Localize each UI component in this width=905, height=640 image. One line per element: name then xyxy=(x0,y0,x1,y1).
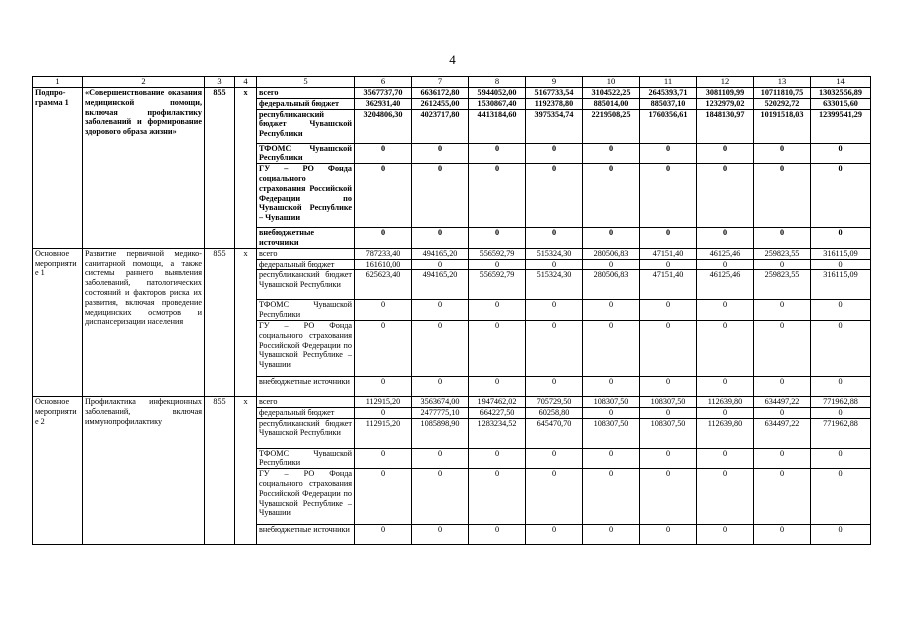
amount-cell: 0 xyxy=(412,376,469,396)
amount-cell: 1283234,52 xyxy=(469,418,526,448)
amount-cell: 0 xyxy=(754,164,811,228)
amount-cell: 0 xyxy=(697,143,754,164)
amount-cell: 47151,40 xyxy=(640,270,697,300)
amount-cell: 515324,30 xyxy=(526,248,583,259)
amount-cell: 0 xyxy=(355,376,412,396)
amount-cell: 47151,40 xyxy=(640,248,697,259)
amount-cell: 556592,79 xyxy=(469,270,526,300)
budget-table xyxy=(32,76,871,545)
amount-cell: 0 xyxy=(697,376,754,396)
amount-cell: 0 xyxy=(355,448,412,469)
amount-cell: 0 xyxy=(526,143,583,164)
amount-cell: 316115,09 xyxy=(811,270,871,300)
column-number: 1 xyxy=(33,77,83,88)
program-name-cell: Профилактика инфекционных заболеваний, включая иммунопрофилактику xyxy=(83,396,205,544)
amount-cell: 0 xyxy=(640,300,697,321)
amount-cell: 0 xyxy=(469,259,526,270)
amount-cell: 0 xyxy=(811,320,871,376)
amount-cell: 556592,79 xyxy=(469,248,526,259)
amount-cell: 46125,46 xyxy=(697,270,754,300)
amount-cell: 0 xyxy=(640,320,697,376)
amount-cell: 633015,60 xyxy=(811,98,871,109)
amount-cell: 108307,50 xyxy=(583,396,640,407)
amount-cell: 625623,40 xyxy=(355,270,412,300)
amount-cell: 3204806,30 xyxy=(355,109,412,143)
amount-cell: 0 xyxy=(412,469,469,525)
amount-cell: 2477775,10 xyxy=(412,407,469,418)
amount-cell: 0 xyxy=(754,525,811,545)
amount-cell: 0 xyxy=(640,143,697,164)
amount-cell: 12399541,29 xyxy=(811,109,871,143)
amount-cell: 10191518,03 xyxy=(754,109,811,143)
amount-cell: 0 xyxy=(412,525,469,545)
amount-cell: 1192378,80 xyxy=(526,98,583,109)
funding-source-cell: ТФОМС Чувашской Республики xyxy=(257,300,355,321)
funding-source-cell: всего xyxy=(257,248,355,259)
amount-cell: 1232979,02 xyxy=(697,98,754,109)
funding-source-cell: ГУ – РО Фонда социального страхования Российской Федерации по Чувашской Республике – Чувашии xyxy=(257,320,355,376)
amount-cell: 108307,50 xyxy=(640,396,697,407)
amount-cell: 1085898,90 xyxy=(412,418,469,448)
amount-cell: 0 xyxy=(355,407,412,418)
funding-source-cell: внебюджетные источники xyxy=(257,228,355,249)
column-number: 7 xyxy=(412,77,469,88)
amount-cell: 0 xyxy=(469,469,526,525)
amount-cell: 2219508,25 xyxy=(583,109,640,143)
amount-cell: 0 xyxy=(355,300,412,321)
amount-cell: 2645393,71 xyxy=(640,88,697,99)
amount-cell: 0 xyxy=(469,300,526,321)
amount-cell: 362931,40 xyxy=(355,98,412,109)
amount-cell: 3567737,70 xyxy=(355,88,412,99)
amount-cell: 0 xyxy=(526,228,583,249)
funding-source-cell: ГУ – РО Фонда социального страхования Российской Федерации по Чувашской Республике – Чувашии xyxy=(257,164,355,228)
amount-cell: 0 xyxy=(640,448,697,469)
column-number: 4 xyxy=(235,77,257,88)
program-name-cell: «Совершенствование оказания медицинской помощи, включая профилактику заболеваний и формирование здорового образа жизни» xyxy=(83,88,205,249)
amount-cell: 0 xyxy=(355,164,412,228)
funding-source-cell: ТФОМС Чувашской Республики xyxy=(257,448,355,469)
amount-cell: 0 xyxy=(697,407,754,418)
amount-cell: 0 xyxy=(526,469,583,525)
amount-cell: 0 xyxy=(412,300,469,321)
amount-cell: 0 xyxy=(697,259,754,270)
amount-cell: 0 xyxy=(583,320,640,376)
amount-cell: 108307,50 xyxy=(640,418,697,448)
amount-cell: 0 xyxy=(754,376,811,396)
column-number: 10 xyxy=(583,77,640,88)
amount-cell: 0 xyxy=(526,320,583,376)
amount-cell: 0 xyxy=(811,407,871,418)
amount-cell: 112639,80 xyxy=(697,418,754,448)
amount-cell: 0 xyxy=(811,164,871,228)
amount-cell: 0 xyxy=(526,164,583,228)
amount-cell: 1760356,61 xyxy=(640,109,697,143)
amount-cell: 645470,70 xyxy=(526,418,583,448)
funding-source-cell: ТФОМС Чувашской Республики xyxy=(257,143,355,164)
amount-cell: 0 xyxy=(583,469,640,525)
amount-cell: 6636172,80 xyxy=(412,88,469,99)
amount-cell: 0 xyxy=(697,300,754,321)
column-number: 2 xyxy=(83,77,205,88)
amount-cell: 515324,30 xyxy=(526,270,583,300)
amount-cell: 0 xyxy=(811,448,871,469)
funding-source-cell: внебюджетные источники xyxy=(257,376,355,396)
amount-cell: 0 xyxy=(526,525,583,545)
funding-source-cell: республиканский бюджет Чувашской Республики xyxy=(257,109,355,143)
amount-cell: 0 xyxy=(583,407,640,418)
amount-cell: 0 xyxy=(754,320,811,376)
mark-cell: x xyxy=(235,396,257,544)
mark-cell: x xyxy=(235,88,257,249)
amount-cell: 161610,00 xyxy=(355,259,412,270)
column-number: 12 xyxy=(697,77,754,88)
amount-cell: 0 xyxy=(697,448,754,469)
amount-cell: 0 xyxy=(355,228,412,249)
amount-cell: 46125,46 xyxy=(697,248,754,259)
program-level-cell: Основное мероприятие 1 xyxy=(33,248,83,396)
column-number: 9 xyxy=(526,77,583,88)
amount-cell: 0 xyxy=(754,228,811,249)
table-row xyxy=(33,88,871,99)
table-row xyxy=(33,396,871,407)
budget-code-cell: 855 xyxy=(205,248,235,396)
funding-source-cell: федеральный бюджет xyxy=(257,407,355,418)
amount-cell: 0 xyxy=(526,376,583,396)
amount-cell: 5167733,54 xyxy=(526,88,583,99)
amount-cell: 0 xyxy=(754,469,811,525)
amount-cell: 0 xyxy=(754,143,811,164)
amount-cell: 259823,55 xyxy=(754,248,811,259)
mark-cell: x xyxy=(235,248,257,396)
funding-source-cell: республиканский бюджет Чувашской Республики xyxy=(257,270,355,300)
amount-cell: 112915,20 xyxy=(355,396,412,407)
amount-cell: 885014,00 xyxy=(583,98,640,109)
funding-source-cell: федеральный бюджет xyxy=(257,98,355,109)
amount-cell: 112639,80 xyxy=(697,396,754,407)
column-number: 5 xyxy=(257,77,355,88)
amount-cell: 0 xyxy=(583,300,640,321)
amount-cell: 0 xyxy=(754,300,811,321)
amount-cell: 3563674,00 xyxy=(412,396,469,407)
amount-cell: 10711810,75 xyxy=(754,88,811,99)
amount-cell: 0 xyxy=(583,376,640,396)
amount-cell: 60258,80 xyxy=(526,407,583,418)
amount-cell: 0 xyxy=(754,448,811,469)
amount-cell: 0 xyxy=(697,469,754,525)
amount-cell: 664227,50 xyxy=(469,407,526,418)
amount-cell: 0 xyxy=(469,143,526,164)
amount-cell: 316115,09 xyxy=(811,248,871,259)
amount-cell: 0 xyxy=(583,525,640,545)
table-row xyxy=(33,248,871,259)
amount-cell: 0 xyxy=(583,448,640,469)
column-number: 13 xyxy=(754,77,811,88)
funding-source-cell: всего xyxy=(257,88,355,99)
program-name-cell: Развитие первичной медико-санитарной помощи, а также системы раннего выявления заболеваний, патологических состояний и факторов риска их развития, включая проведение медицинских осмотров и диспансеризации населения xyxy=(83,248,205,396)
column-number: 8 xyxy=(469,77,526,88)
amount-cell: 0 xyxy=(754,407,811,418)
amount-cell: 0 xyxy=(526,259,583,270)
amount-cell: 0 xyxy=(412,320,469,376)
amount-cell: 0 xyxy=(697,228,754,249)
amount-cell: 0 xyxy=(811,143,871,164)
amount-cell: 0 xyxy=(811,525,871,545)
amount-cell: 1947462,02 xyxy=(469,396,526,407)
column-number: 14 xyxy=(811,77,871,88)
column-number: 6 xyxy=(355,77,412,88)
amount-cell: 885037,10 xyxy=(640,98,697,109)
amount-cell: 0 xyxy=(526,300,583,321)
amount-cell: 0 xyxy=(640,259,697,270)
funding-source-cell: внебюджетные источники xyxy=(257,525,355,545)
amount-cell: 0 xyxy=(412,143,469,164)
amount-cell: 0 xyxy=(583,259,640,270)
column-number: 11 xyxy=(640,77,697,88)
amount-cell: 280506,83 xyxy=(583,270,640,300)
amount-cell: 0 xyxy=(469,164,526,228)
amount-cell: 0 xyxy=(469,376,526,396)
amount-cell: 0 xyxy=(526,448,583,469)
amount-cell: 0 xyxy=(640,228,697,249)
amount-cell: 0 xyxy=(583,164,640,228)
amount-cell: 0 xyxy=(640,164,697,228)
amount-cell: 787233,40 xyxy=(355,248,412,259)
amount-cell: 0 xyxy=(640,407,697,418)
amount-cell: 0 xyxy=(469,320,526,376)
amount-cell: 0 xyxy=(355,320,412,376)
amount-cell: 3975354,74 xyxy=(526,109,583,143)
amount-cell: 0 xyxy=(811,228,871,249)
amount-cell: 4413184,60 xyxy=(469,109,526,143)
amount-cell: 13032556,89 xyxy=(811,88,871,99)
amount-cell: 705729,50 xyxy=(526,396,583,407)
table-body xyxy=(33,77,871,545)
amount-cell: 0 xyxy=(355,469,412,525)
amount-cell: 1530867,40 xyxy=(469,98,526,109)
amount-cell: 0 xyxy=(754,259,811,270)
amount-cell: 0 xyxy=(811,469,871,525)
amount-cell: 0 xyxy=(412,228,469,249)
amount-cell: 0 xyxy=(583,143,640,164)
amount-cell: 3081109,99 xyxy=(697,88,754,99)
amount-cell: 0 xyxy=(640,376,697,396)
amount-cell: 0 xyxy=(697,164,754,228)
amount-cell: 0 xyxy=(640,525,697,545)
amount-cell: 280506,83 xyxy=(583,248,640,259)
budget-code-cell: 855 xyxy=(205,88,235,249)
amount-cell: 0 xyxy=(469,448,526,469)
funding-source-cell: ГУ – РО Фонда социального страхования Российской Федерации по Чувашской Республике – Чувашии xyxy=(257,469,355,525)
amount-cell: 771962,88 xyxy=(811,418,871,448)
amount-cell: 634497,22 xyxy=(754,396,811,407)
amount-cell: 112915,20 xyxy=(355,418,412,448)
program-level-cell: Подпро-грамма 1 xyxy=(33,88,83,249)
amount-cell: 494165,20 xyxy=(412,248,469,259)
amount-cell: 0 xyxy=(412,448,469,469)
amount-cell: 0 xyxy=(469,525,526,545)
budget-code-cell: 855 xyxy=(205,396,235,544)
column-number-row xyxy=(33,77,871,88)
amount-cell: 0 xyxy=(697,320,754,376)
amount-cell: 0 xyxy=(640,469,697,525)
amount-cell: 494165,20 xyxy=(412,270,469,300)
amount-cell: 0 xyxy=(697,525,754,545)
amount-cell: 3104522,25 xyxy=(583,88,640,99)
amount-cell: 1848130,97 xyxy=(697,109,754,143)
amount-cell: 5944052,00 xyxy=(469,88,526,99)
amount-cell: 259823,55 xyxy=(754,270,811,300)
amount-cell: 4023717,80 xyxy=(412,109,469,143)
amount-cell: 108307,50 xyxy=(583,418,640,448)
amount-cell: 0 xyxy=(412,164,469,228)
amount-cell: 520292,72 xyxy=(754,98,811,109)
amount-cell: 771962,88 xyxy=(811,396,871,407)
amount-cell: 0 xyxy=(469,228,526,249)
funding-source-cell: всего xyxy=(257,396,355,407)
amount-cell: 0 xyxy=(355,143,412,164)
funding-source-cell: федеральный бюджет xyxy=(257,259,355,270)
amount-cell: 2612455,00 xyxy=(412,98,469,109)
column-number: 3 xyxy=(205,77,235,88)
amount-cell: 634497,22 xyxy=(754,418,811,448)
program-level-cell: Основное мероприятие 2 xyxy=(33,396,83,544)
amount-cell: 0 xyxy=(412,259,469,270)
amount-cell: 0 xyxy=(811,259,871,270)
funding-source-cell: республиканский бюджет Чувашской Республики xyxy=(257,418,355,448)
amount-cell: 0 xyxy=(583,228,640,249)
amount-cell: 0 xyxy=(811,300,871,321)
amount-cell: 0 xyxy=(355,525,412,545)
amount-cell: 0 xyxy=(811,376,871,396)
page-number: 4 xyxy=(449,52,456,67)
